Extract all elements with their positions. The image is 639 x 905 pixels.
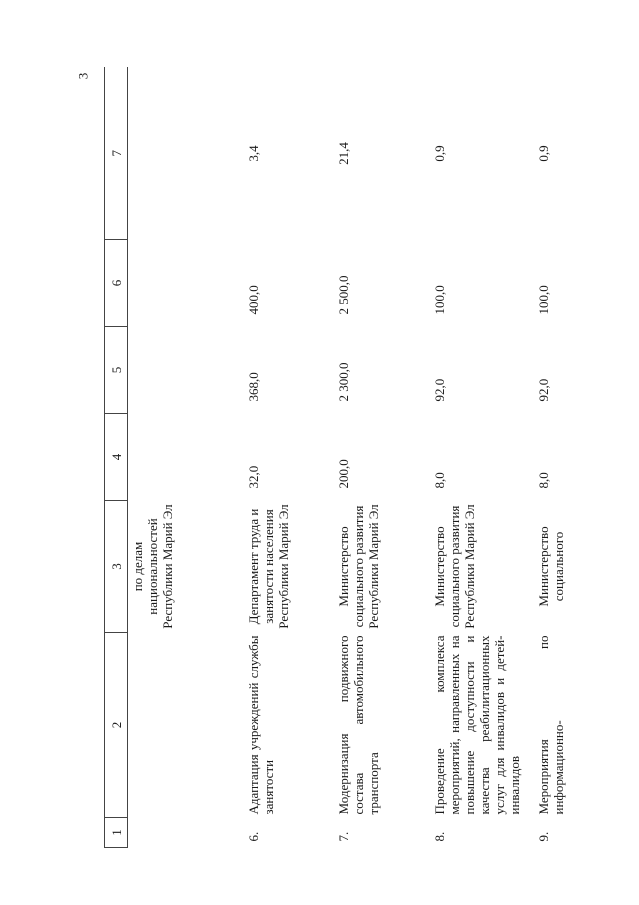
- cell-executor: Министерство социального: [536, 526, 566, 607]
- table-row-continuation: [128, 68, 245, 848]
- cell-col5: [128, 327, 245, 414]
- cell-executor: Департамент труда и занятости населения Республики Марий Эл: [246, 504, 291, 629]
- cell-col5: 92,0: [432, 378, 447, 402]
- cell-name: Проведение комплекса мероприятий, направленных на повышение доступности и качества реабилитационных услуг для инвалидов и детей-инвалидов: [432, 635, 522, 815]
- cell-num: 8.: [432, 831, 447, 842]
- cell-col7: [128, 68, 245, 240]
- cell-col4: 8,0: [432, 472, 447, 489]
- cell-col5: 2 300,0: [336, 362, 351, 402]
- cell-col4: [128, 414, 245, 501]
- cell-col4: 32,0: [246, 465, 261, 489]
- cell-col5: 92,0: [536, 378, 551, 402]
- cell-executor: по делам национальностей Республики Марий Эл: [130, 504, 175, 629]
- cell-name: [128, 633, 245, 818]
- cell-col5: 368,0: [246, 372, 261, 402]
- cell-executor: Министерство социального развития Республики Марий Эл: [336, 504, 381, 629]
- table-row: [430, 68, 534, 848]
- header-col-3: 3: [105, 501, 128, 633]
- cell-col4: 200,0: [336, 459, 351, 489]
- cell-col7: 21,4: [336, 142, 351, 165]
- table-row: [334, 68, 430, 848]
- cell-num: [128, 818, 245, 848]
- program-table: [104, 68, 568, 849]
- cell-executor: Министерство социального развития Республики Марий Эл: [432, 504, 477, 629]
- cell-col6: 400,0: [246, 285, 261, 315]
- cell-col6: 100,0: [432, 285, 447, 315]
- cell-num: 9.: [536, 831, 551, 842]
- header-col-6: 6: [105, 240, 128, 327]
- cell-name: Мероприятия по информационно-: [536, 635, 566, 815]
- header-col-5: 5: [105, 327, 128, 414]
- header-col-7: 7: [105, 68, 128, 240]
- table-row: [244, 68, 334, 848]
- cell-num: 6.: [246, 831, 261, 842]
- table-header-row: [105, 68, 128, 848]
- cell-col7: 3,4: [246, 145, 261, 162]
- cell-name: Модернизация подвижного состава автомобильного транспорта: [336, 635, 381, 815]
- cell-col6: 2 500,0: [336, 275, 351, 315]
- table-row: [534, 68, 568, 848]
- cell-col7: 0,9: [432, 145, 447, 162]
- header-col-1: 1: [105, 818, 128, 848]
- cell-col6: 100,0: [536, 285, 551, 315]
- cell-col4: 8,0: [536, 472, 551, 489]
- header-col-2: 2: [105, 633, 128, 818]
- cell-num: 7.: [336, 831, 351, 842]
- cell-col7: 0,9: [536, 145, 551, 162]
- cell-name: Адаптация учреждений службы занятости: [246, 635, 276, 815]
- cell-col6: [128, 240, 245, 327]
- document-table-rotated: [104, 68, 566, 848]
- page-number: 3: [75, 72, 91, 80]
- header-col-4: 4: [105, 414, 128, 501]
